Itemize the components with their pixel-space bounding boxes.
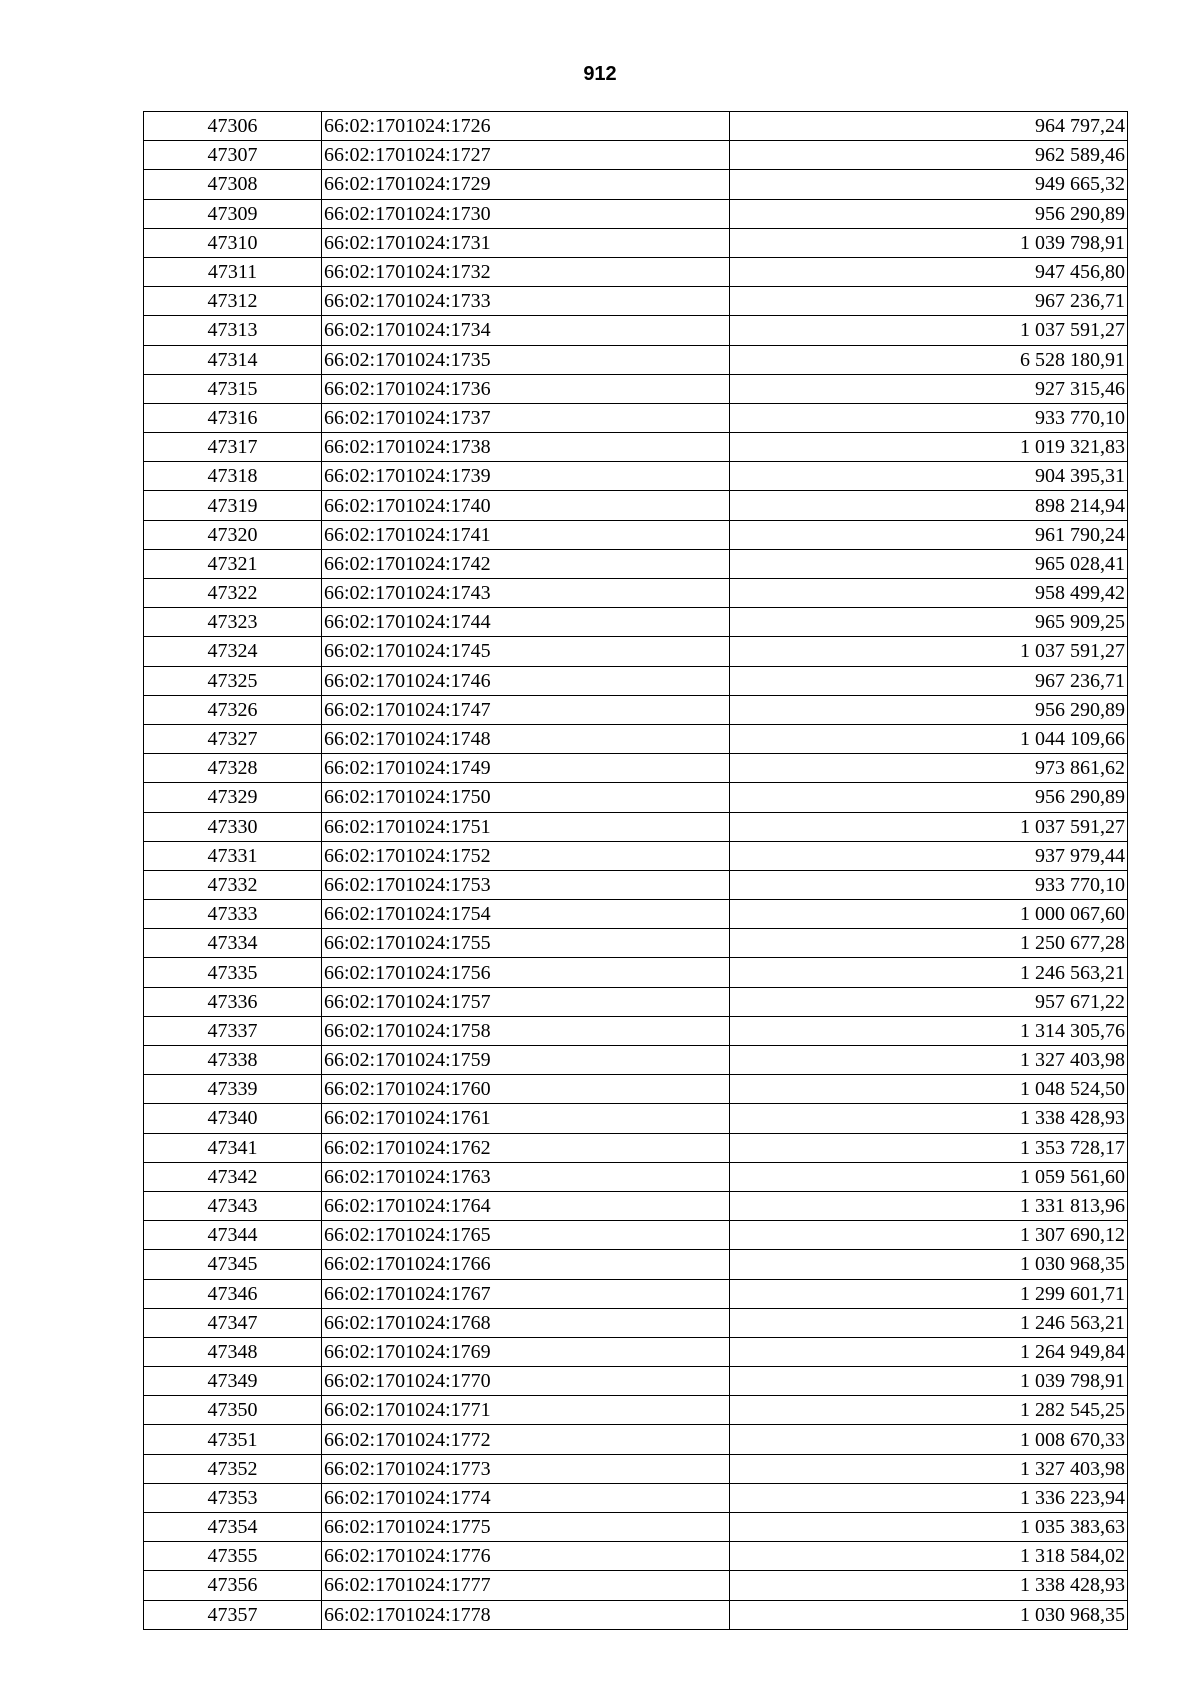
table-row: [144, 783, 1128, 812]
cadastral-value-cell: 1 353 728,17: [730, 1133, 1128, 1162]
table-row: [144, 841, 1128, 870]
cadastral-value-cell: 1 327 403,98: [730, 1046, 1128, 1075]
table-row: [144, 754, 1128, 783]
table-row: [144, 257, 1128, 286]
cadastral-value-cell: 1 264 949,84: [730, 1337, 1128, 1366]
table-row: [144, 374, 1128, 403]
table-row: [144, 666, 1128, 695]
row-number-cell: 47335: [144, 958, 322, 987]
cadastral-number-cell: 66:02:1701024:1754: [322, 900, 730, 929]
cadastral-value-cell: 6 528 180,91: [730, 345, 1128, 374]
row-number-cell: 47311: [144, 257, 322, 286]
row-number-cell: 47324: [144, 637, 322, 666]
row-number-cell: 47320: [144, 520, 322, 549]
table-row: [144, 170, 1128, 199]
row-number-cell: 47347: [144, 1308, 322, 1337]
cadastral-value-cell: 961 790,24: [730, 520, 1128, 549]
row-number-cell: 47309: [144, 199, 322, 228]
table-row: [144, 1396, 1128, 1425]
cadastral-number-cell: 66:02:1701024:1742: [322, 549, 730, 578]
cadastral-number-cell: 66:02:1701024:1776: [322, 1542, 730, 1571]
row-number-cell: 47348: [144, 1337, 322, 1366]
cadastral-number-cell: 66:02:1701024:1741: [322, 520, 730, 549]
table-row: [144, 520, 1128, 549]
cadastral-value-cell: 947 456,80: [730, 257, 1128, 286]
cadastral-value-cell: 1 327 403,98: [730, 1454, 1128, 1483]
cadastral-value-cell: 1 008 670,33: [730, 1425, 1128, 1454]
row-number-cell: 47314: [144, 345, 322, 374]
cadastral-number-cell: 66:02:1701024:1765: [322, 1221, 730, 1250]
table-row: [144, 1221, 1128, 1250]
table-row: [144, 345, 1128, 374]
cadastral-number-cell: 66:02:1701024:1739: [322, 462, 730, 491]
row-number-cell: 47328: [144, 754, 322, 783]
row-number-cell: 47329: [144, 783, 322, 812]
cadastral-number-cell: 66:02:1701024:1767: [322, 1279, 730, 1308]
cadastral-number-cell: 66:02:1701024:1773: [322, 1454, 730, 1483]
table-row: [144, 1279, 1128, 1308]
row-number-cell: 47357: [144, 1600, 322, 1629]
table-row: [144, 549, 1128, 578]
cadastral-number-cell: 66:02:1701024:1730: [322, 199, 730, 228]
cadastral-value-cell: 1 331 813,96: [730, 1191, 1128, 1220]
row-number-cell: 47353: [144, 1483, 322, 1512]
cadastral-number-cell: 66:02:1701024:1771: [322, 1396, 730, 1425]
cadastral-number-cell: 66:02:1701024:1747: [322, 695, 730, 724]
cadastral-value-cell: 904 395,31: [730, 462, 1128, 491]
table-row: [144, 1191, 1128, 1220]
cadastral-value-cell: 962 589,46: [730, 141, 1128, 170]
cadastral-number-cell: 66:02:1701024:1726: [322, 112, 730, 141]
table-row: [144, 637, 1128, 666]
row-number-cell: 47339: [144, 1075, 322, 1104]
cadastral-number-cell: 66:02:1701024:1750: [322, 783, 730, 812]
table-row: [144, 1046, 1128, 1075]
row-number-cell: 47307: [144, 141, 322, 170]
table-row: [144, 1133, 1128, 1162]
table-row: [144, 287, 1128, 316]
cadastral-value-cell: 1 338 428,93: [730, 1571, 1128, 1600]
cadastral-value-cell: 1 037 591,27: [730, 812, 1128, 841]
cadastral-value-cell: 1 035 383,63: [730, 1513, 1128, 1542]
cadastral-value-cell: 1 019 321,83: [730, 433, 1128, 462]
cadastral-number-cell: 66:02:1701024:1775: [322, 1513, 730, 1542]
cadastral-number-cell: 66:02:1701024:1738: [322, 433, 730, 462]
table-row: [144, 1483, 1128, 1512]
cadastral-value-cell: 1 338 428,93: [730, 1104, 1128, 1133]
cadastral-value-cell: 965 028,41: [730, 549, 1128, 578]
table-row: [144, 929, 1128, 958]
cadastral-value-table: [143, 111, 1128, 1630]
cadastral-value-cell: 1 314 305,76: [730, 1016, 1128, 1045]
row-number-cell: 47312: [144, 287, 322, 316]
row-number-cell: 47331: [144, 841, 322, 870]
row-number-cell: 47354: [144, 1513, 322, 1542]
cadastral-value-cell: 957 671,22: [730, 987, 1128, 1016]
cadastral-value-cell: 1 250 677,28: [730, 929, 1128, 958]
cadastral-number-cell: 66:02:1701024:1743: [322, 579, 730, 608]
cadastral-number-cell: 66:02:1701024:1735: [322, 345, 730, 374]
cadastral-value-cell: 1 044 109,66: [730, 724, 1128, 753]
table-row: [144, 724, 1128, 753]
table-row: [144, 403, 1128, 432]
table-row: [144, 1250, 1128, 1279]
cadastral-value-cell: 1 299 601,71: [730, 1279, 1128, 1308]
cadastral-value-cell: 956 290,89: [730, 695, 1128, 724]
table-row: [144, 112, 1128, 141]
table-row: [144, 1075, 1128, 1104]
table-row: [144, 228, 1128, 257]
cadastral-number-cell: 66:02:1701024:1732: [322, 257, 730, 286]
cadastral-value-cell: 1 039 798,91: [730, 1367, 1128, 1396]
cadastral-number-cell: 66:02:1701024:1768: [322, 1308, 730, 1337]
cadastral-number-cell: 66:02:1701024:1731: [322, 228, 730, 257]
cadastral-value-cell: 967 236,71: [730, 666, 1128, 695]
row-number-cell: 47310: [144, 228, 322, 257]
cadastral-number-cell: 66:02:1701024:1758: [322, 1016, 730, 1045]
cadastral-value-cell: 933 770,10: [730, 403, 1128, 432]
row-number-cell: 47349: [144, 1367, 322, 1396]
table-row: [144, 1016, 1128, 1045]
table-row: [144, 491, 1128, 520]
cadastral-number-cell: 66:02:1701024:1753: [322, 870, 730, 899]
row-number-cell: 47306: [144, 112, 322, 141]
row-number-cell: 47341: [144, 1133, 322, 1162]
cadastral-number-cell: 66:02:1701024:1752: [322, 841, 730, 870]
cadastral-number-cell: 66:02:1701024:1778: [322, 1600, 730, 1629]
row-number-cell: 47337: [144, 1016, 322, 1045]
cadastral-number-cell: 66:02:1701024:1734: [322, 316, 730, 345]
cadastral-value-cell: 1 030 968,35: [730, 1600, 1128, 1629]
cadastral-value-cell: 965 909,25: [730, 608, 1128, 637]
cadastral-value-cell: 1 039 798,91: [730, 228, 1128, 257]
cadastral-number-cell: 66:02:1701024:1774: [322, 1483, 730, 1512]
cadastral-value-cell: 973 861,62: [730, 754, 1128, 783]
cadastral-value-cell: 1 336 223,94: [730, 1483, 1128, 1512]
row-number-cell: 47355: [144, 1542, 322, 1571]
cadastral-value-cell: 949 665,32: [730, 170, 1128, 199]
row-number-cell: 47350: [144, 1396, 322, 1425]
table-row: [144, 695, 1128, 724]
cadastral-value-cell: 956 290,89: [730, 783, 1128, 812]
row-number-cell: 47323: [144, 608, 322, 637]
cadastral-number-cell: 66:02:1701024:1727: [322, 141, 730, 170]
table-row: [144, 1513, 1128, 1542]
row-number-cell: 47319: [144, 491, 322, 520]
cadastral-number-cell: 66:02:1701024:1745: [322, 637, 730, 666]
cadastral-number-cell: 66:02:1701024:1748: [322, 724, 730, 753]
row-number-cell: 47340: [144, 1104, 322, 1133]
cadastral-number-cell: 66:02:1701024:1737: [322, 403, 730, 432]
cadastral-number-cell: 66:02:1701024:1762: [322, 1133, 730, 1162]
row-number-cell: 47333: [144, 900, 322, 929]
cadastral-number-cell: 66:02:1701024:1759: [322, 1046, 730, 1075]
table-row: [144, 1308, 1128, 1337]
cadastral-number-cell: 66:02:1701024:1772: [322, 1425, 730, 1454]
cadastral-value-cell: 1 246 563,21: [730, 1308, 1128, 1337]
row-number-cell: 47346: [144, 1279, 322, 1308]
cadastral-value-cell: 1 059 561,60: [730, 1162, 1128, 1191]
row-number-cell: 47356: [144, 1571, 322, 1600]
cadastral-value-cell: 937 979,44: [730, 841, 1128, 870]
table-row: [144, 958, 1128, 987]
table-row: [144, 1337, 1128, 1366]
row-number-cell: 47326: [144, 695, 322, 724]
table-row: [144, 608, 1128, 637]
row-number-cell: 47308: [144, 170, 322, 199]
table-row: [144, 900, 1128, 929]
table-row: [144, 433, 1128, 462]
row-number-cell: 47338: [144, 1046, 322, 1075]
table-row: [144, 1104, 1128, 1133]
cadastral-number-cell: 66:02:1701024:1744: [322, 608, 730, 637]
cadastral-number-cell: 66:02:1701024:1729: [322, 170, 730, 199]
cadastral-number-cell: 66:02:1701024:1766: [322, 1250, 730, 1279]
cadastral-value-cell: 1 048 524,50: [730, 1075, 1128, 1104]
cadastral-value-cell: 1 000 067,60: [730, 900, 1128, 929]
row-number-cell: 47343: [144, 1191, 322, 1220]
row-number-cell: 47352: [144, 1454, 322, 1483]
cadastral-value-cell: 1 307 690,12: [730, 1221, 1128, 1250]
row-number-cell: 47330: [144, 812, 322, 841]
row-number-cell: 47351: [144, 1425, 322, 1454]
cadastral-value-cell: 956 290,89: [730, 199, 1128, 228]
cadastral-value-cell: 967 236,71: [730, 287, 1128, 316]
row-number-cell: 47345: [144, 1250, 322, 1279]
row-number-cell: 47342: [144, 1162, 322, 1191]
cadastral-number-cell: 66:02:1701024:1749: [322, 754, 730, 783]
table-row: [144, 1571, 1128, 1600]
cadastral-value-cell: 927 315,46: [730, 374, 1128, 403]
cadastral-number-cell: 66:02:1701024:1736: [322, 374, 730, 403]
row-number-cell: 47316: [144, 403, 322, 432]
cadastral-number-cell: 66:02:1701024:1751: [322, 812, 730, 841]
cadastral-number-cell: 66:02:1701024:1761: [322, 1104, 730, 1133]
table-row: [144, 316, 1128, 345]
cadastral-value-cell: 958 499,42: [730, 579, 1128, 608]
cadastral-value-cell: 1 318 584,02: [730, 1542, 1128, 1571]
row-number-cell: 47322: [144, 579, 322, 608]
cadastral-number-cell: 66:02:1701024:1769: [322, 1337, 730, 1366]
cadastral-value-cell: 964 797,24: [730, 112, 1128, 141]
cadastral-number-cell: 66:02:1701024:1755: [322, 929, 730, 958]
table-row: [144, 462, 1128, 491]
cadastral-value-cell: 898 214,94: [730, 491, 1128, 520]
cadastral-number-cell: 66:02:1701024:1770: [322, 1367, 730, 1396]
cadastral-value-cell: 1 037 591,27: [730, 637, 1128, 666]
table-row: [144, 1542, 1128, 1571]
table-row: [144, 1454, 1128, 1483]
cadastral-number-cell: 66:02:1701024:1740: [322, 491, 730, 520]
cadastral-number-cell: 66:02:1701024:1757: [322, 987, 730, 1016]
table-body: [144, 112, 1128, 1630]
cadastral-value-cell: 1 030 968,35: [730, 1250, 1128, 1279]
row-number-cell: 47318: [144, 462, 322, 491]
table-row: [144, 141, 1128, 170]
cadastral-number-cell: 66:02:1701024:1746: [322, 666, 730, 695]
row-number-cell: 47336: [144, 987, 322, 1016]
row-number-cell: 47325: [144, 666, 322, 695]
cadastral-number-cell: 66:02:1701024:1733: [322, 287, 730, 316]
row-number-cell: 47344: [144, 1221, 322, 1250]
row-number-cell: 47313: [144, 316, 322, 345]
cadastral-value-cell: 1 037 591,27: [730, 316, 1128, 345]
row-number-cell: 47317: [144, 433, 322, 462]
cadastral-value-cell: 1 246 563,21: [730, 958, 1128, 987]
cadastral-value-cell: 1 282 545,25: [730, 1396, 1128, 1425]
table-row: [144, 870, 1128, 899]
cadastral-number-cell: 66:02:1701024:1764: [322, 1191, 730, 1220]
row-number-cell: 47321: [144, 549, 322, 578]
cadastral-value-cell: 933 770,10: [730, 870, 1128, 899]
cadastral-number-cell: 66:02:1701024:1763: [322, 1162, 730, 1191]
cadastral-number-cell: 66:02:1701024:1760: [322, 1075, 730, 1104]
table-row: [144, 199, 1128, 228]
row-number-cell: 47315: [144, 374, 322, 403]
table-row: [144, 579, 1128, 608]
table-row: [144, 987, 1128, 1016]
table-row: [144, 1367, 1128, 1396]
row-number-cell: 47332: [144, 870, 322, 899]
page-number: 912: [583, 63, 617, 85]
table-row: [144, 1600, 1128, 1629]
row-number-cell: 47334: [144, 929, 322, 958]
table-row: [144, 1162, 1128, 1191]
row-number-cell: 47327: [144, 724, 322, 753]
cadastral-number-cell: 66:02:1701024:1777: [322, 1571, 730, 1600]
table-row: [144, 812, 1128, 841]
cadastral-number-cell: 66:02:1701024:1756: [322, 958, 730, 987]
table-row: [144, 1425, 1128, 1454]
